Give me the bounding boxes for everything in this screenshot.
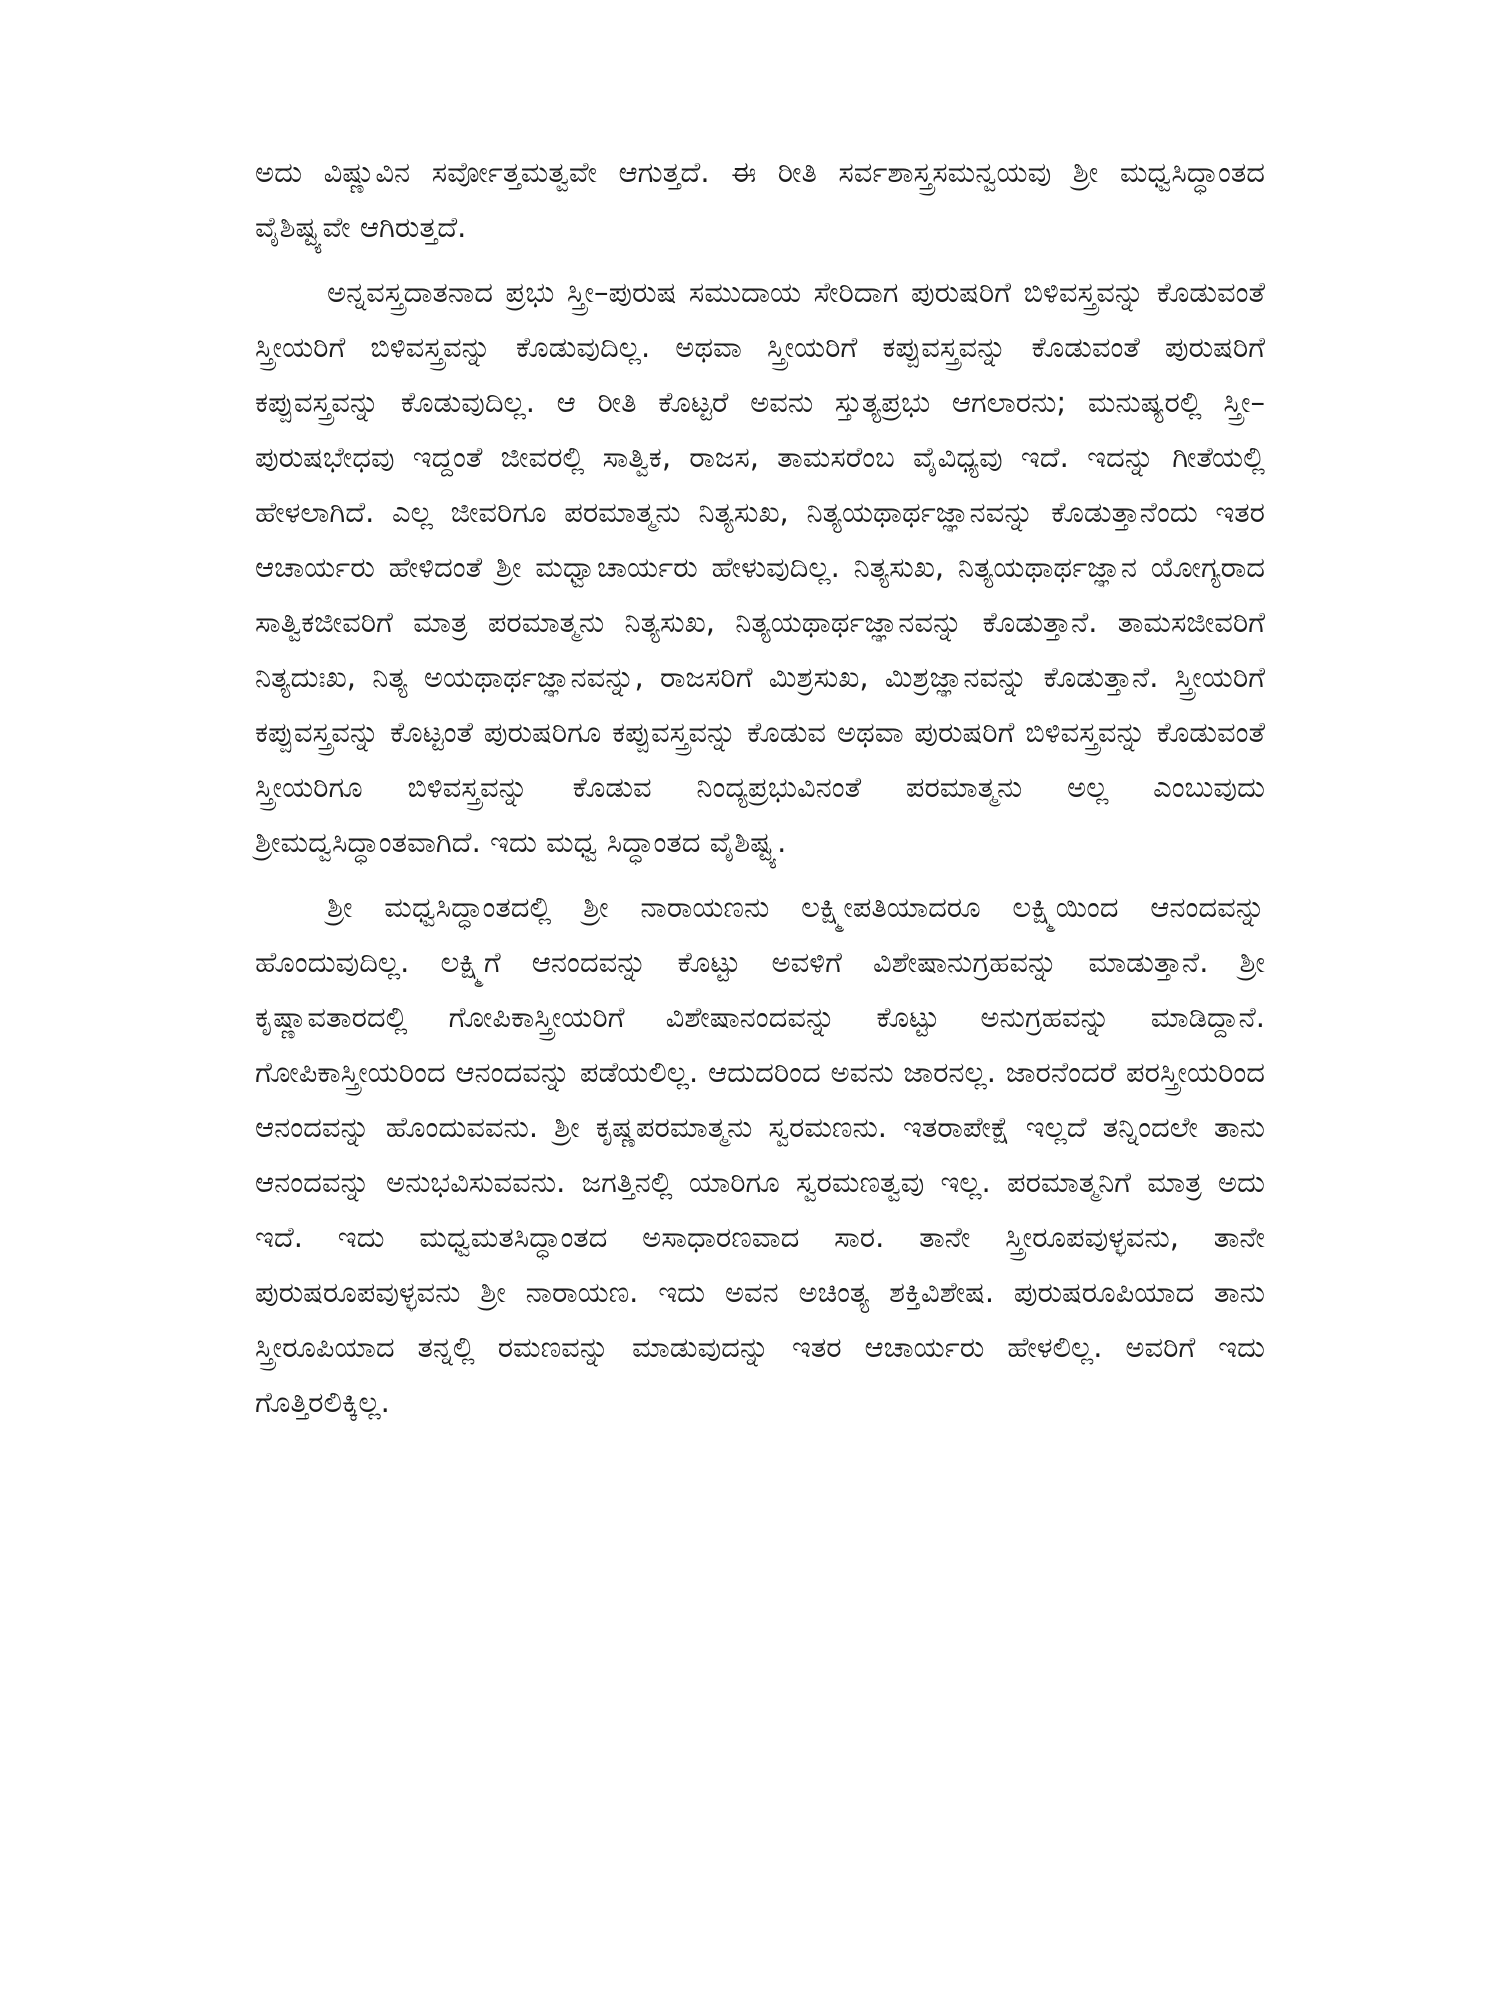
paragraph-3: ಶ್ರೀ ಮಧ್ವಸಿದ್ಧಾಂತದಲ್ಲಿ ಶ್ರೀ ನಾರಾಯಣನು ಲಕ್ಷ್ಮೀಪತಿಯಾದರೂ ಲಕ್ಷ್ಮಿಯಿಂದ ಆನಂದವನ್ನು ಹೊಂದುವುದಿಲ್ಲ. ಲಕ್ಷ್ಮಿಗೆ ಆನಂದವನ್ನು ಕೊಟ್ಟು ಅವಳಿಗೆ ವಿಶೇಷಾನುಗ್ರಹವನ್ನು ಮಾಡುತ್ತಾನೆ. ಶ್ರೀ ಕೃಷ್ಣಾವತಾರದಲ್ಲಿ ಗೋಪಿಕಾಸ್ತ್ರೀಯರಿಗೆ ವಿಶೇಷಾನಂದವನ್ನು ಕೊಟ್ಟು ಅನುಗ್ರಹವನ್ನು ಮಾಡಿದ್ದಾನೆ. ಗೋಪಿಕಾಸ್ತ್ರೀಯರಿಂದ ಆನಂದವನ್ನು ಪಡೆಯಲಿಲ್ಲ. ಆದುದರಿಂದ ಅವನು ಜಾರನಲ್ಲ. ಜಾರನೆಂದರೆ ಪರಸ್ತ್ರೀಯರಿಂದ ಆನಂದವನ್ನು ಹೊಂದುವವನು. ಶ್ರೀ ಕೃಷ್ಣಪರಮಾತ್ಮನು ಸ್ವರಮಣನು. ಇತರಾಪೇಕ್ಷೆ ಇಲ್ಲದೆ ತನ್ನಿಂದಲೇ ತಾನು ಆನಂದವನ್ನು ಅನುಭವಿಸುವವನು. ಜಗತ್ತಿನಲ್ಲಿ ಯಾರಿಗೂ ಸ್ವರಮಣತ್ವವು ಇಲ್ಲ. ಪರಮಾತ್ಮನಿಗೆ ಮಾತ್ರ ಅದು ಇದೆ. ಇದು ಮಧ್ವಮತಸಿದ್ಧಾಂತದ ಅಸಾಧಾರಣವಾದ ಸಾರ. ತಾನೇ ಸ್ತ್ರೀರೂಪವುಳ್ಳವನು, ತಾನೇ ಪುರುಷರೂಪವುಳ್ಳವನು ಶ್ರೀ ನಾರಾಯಣ. ಇದು ಅವನ ಅಚಿಂತ್ಯ ಶಕ್ತಿವಿಶೇಷ. ಪುರುಷರೂಪಿಯಾದ ತಾನು ಸ್ತ್ರೀರೂಪಿಯಾದ ತನ್ನಲ್ಲಿ ರಮಣವನ್ನು ಮಾಡುವುದನ್ನು ಇತರ ಆಚಾರ್ಯರು ಹೇಳಲಿಲ್ಲ. ಅವರಿಗೆ ಇದು ಗೊತ್ತಿರಲಿಕ್ಕಿಲ್ಲ. xyxy=(255,890,1265,1419)
paragraph-2: ಅನ್ನವಸ್ತ್ರದಾತನಾದ ಪ್ರಭು ಸ್ತ್ರೀ–ಪುರುಷ ಸಮುದಾಯ ಸೇರಿದಾಗ ಪುರುಷರಿಗೆ ಬಿಳಿವಸ್ತ್ರವನ್ನು ಕೊಡುವಂತೆ ಸ್ತ್ರೀಯರಿಗೆ ಬಿಳಿವಸ್ತ್ರವನ್ನು ಕೊಡುವುದಿಲ್ಲ. ಅಥವಾ ಸ್ತ್ರೀಯರಿಗೆ ಕಪ್ಪುವಸ್ತ್ರವನ್ನು ಕೊಡುವಂತೆ ಪುರುಷರಿಗೆ ಕಪ್ಪುವಸ್ತ್ರವನ್ನು ಕೊಡುವುದಿಲ್ಲ. ಆ ರೀತಿ ಕೊಟ್ಟರೆ ಅವನು ಸ್ತುತ್ಯಪ್ರಭು ಆಗಲಾರನು; ಮನುಷ್ಯರಲ್ಲಿ ಸ್ತ್ರೀ–ಪುರುಷಭೇಧವು ಇದ್ದಂತೆ ಜೀವರಲ್ಲಿ ಸಾತ್ವಿಕ, ರಾಜಸ, ತಾಮಸರೆಂಬ ವೈವಿಧ್ಯವು ಇದೆ. ಇದನ್ನು ಗೀತೆಯಲ್ಲಿ ಹೇಳಲಾಗಿದೆ. ಎಲ್ಲ ಜೀವರಿಗೂ ಪರಮಾತ್ಮನು ನಿತ್ಯಸುಖ, ನಿತ್ಯಯಥಾರ್ಥಜ್ಞಾನವನ್ನು ಕೊಡುತ್ತಾನೆಂದು ಇತರ ಆಚಾರ್ಯರು ಹೇಳಿದಂತೆ ಶ್ರೀ ಮಧ್ವಾಚಾರ್ಯರು ಹೇಳುವುದಿಲ್ಲ. ನಿತ್ಯಸುಖ, ನಿತ್ಯಯಥಾರ್ಥಜ್ಞಾನ ಯೋಗ್ಯರಾದ ಸಾತ್ವಿಕಜೀವರಿಗೆ ಮಾತ್ರ ಪರಮಾತ್ಮನು ನಿತ್ಯಸುಖ, ನಿತ್ಯಯಥಾರ್ಥಜ್ಞಾನವನ್ನು ಕೊಡುತ್ತಾನೆ. ತಾಮಸಜೀವರಿಗೆ ನಿತ್ಯದುಃಖ, ನಿತ್ಯ ಅಯಥಾರ್ಥಜ್ಞಾನವನ್ನು, ರಾಜಸರಿಗೆ ಮಿಶ್ರಸುಖ, ಮಿಶ್ರಜ್ಞಾನವನ್ನು ಕೊಡುತ್ತಾನೆ. ಸ್ತ್ರೀಯರಿಗೆ ಕಪ್ಪುವಸ್ತ್ರವನ್ನು ಕೊಟ್ಟಂತೆ ಪುರುಷರಿಗೂ ಕಪ್ಪುವಸ್ತ್ರವನ್ನು ಕೊಡುವ ಅಥವಾ ಪುರುಷರಿಗೆ ಬಿಳಿವಸ್ತ್ರವನ್ನು ಕೊಡುವಂತೆ ಸ್ತ್ರೀಯರಿಗೂ ಬಿಳಿವಸ್ತ್ರವನ್ನು ಕೊಡುವ ನಿಂದ್ಯಪ್ರಭುವಿನಂತೆ ಪರಮಾತ್ಮನು ಅಲ್ಲ ಎಂಬುವುದು ಶ್ರೀಮದ್ವಸಿದ್ಧಾಂತವಾಗಿದೆ. ಇದು ಮಧ್ವ ಸಿದ್ಧಾಂತದ ವೈಶಿಷ್ಟ್ಯ. xyxy=(255,275,1265,859)
paragraph-1: ಅದು ವಿಷ್ಣುವಿನ ಸರ್ವೋತ್ತಮತ್ವವೇ ಆಗುತ್ತದೆ. ಈ ರೀತಿ ಸರ್ವಶಾಸ್ತ್ರಸಮನ್ವಯವು ಶ್ರೀ ಮಧ್ವಸಿದ್ಧಾಂತದ ವೈಶಿಷ್ಟ್ಯವೇ ಆಗಿರುತ್ತದೆ. xyxy=(255,155,1265,244)
document-page xyxy=(255,145,1265,1845)
